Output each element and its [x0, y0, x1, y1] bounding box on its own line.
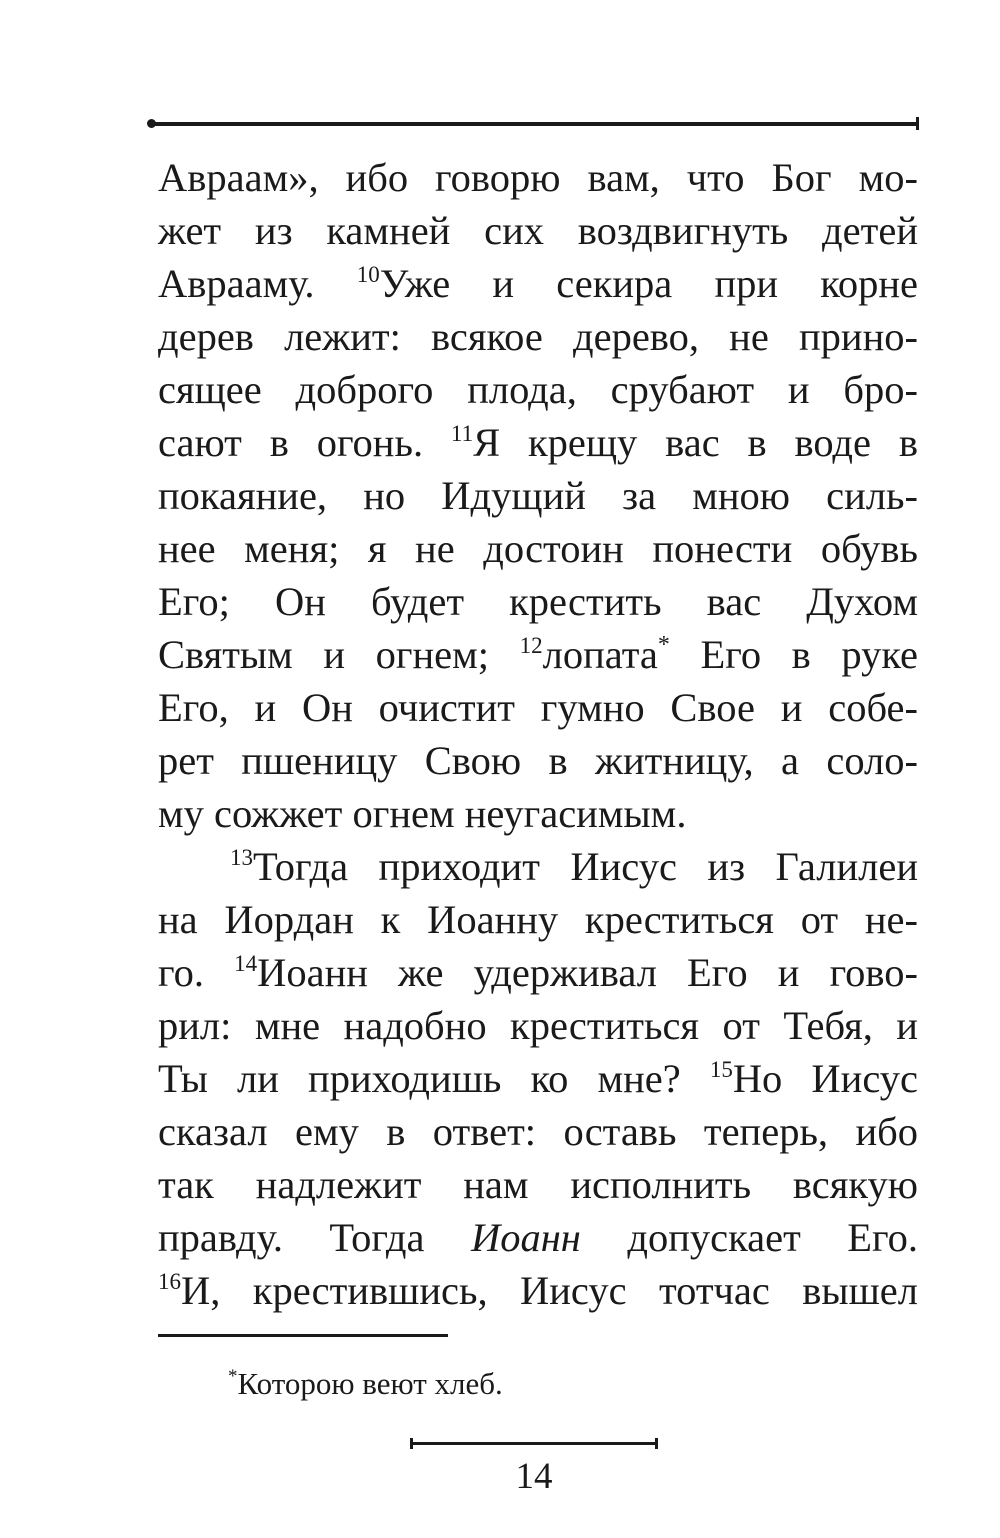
- text-line: Его, и Он очистит гумно Свое и собе-: [158, 685, 918, 730]
- line-text: Но Иисус: [732, 1056, 919, 1101]
- text-line: [158, 1264, 918, 1317]
- text-line: [158, 257, 918, 310]
- footnote-separator: [158, 1334, 448, 1337]
- scripture-text: [158, 151, 918, 1317]
- line-text: Святым и огнем;: [158, 632, 520, 677]
- text-line: рет пшеницу Свою в житницу, а соло-: [158, 738, 918, 783]
- page-number: 14: [515, 1456, 553, 1497]
- verse-number: 14: [234, 951, 258, 976]
- text-line: Его; Он будет крестить вас Духом: [158, 579, 918, 624]
- footnote-mark: *: [228, 1366, 238, 1387]
- text-line: [158, 1052, 918, 1105]
- text-line: му сожжет огнем неугасимым.: [158, 791, 687, 836]
- verse-number: 10: [356, 262, 380, 287]
- line-text: Тогда приходит Иисус из Галилеи: [253, 844, 918, 889]
- line-text: го.: [158, 950, 235, 995]
- footnote-reference-mark: *: [657, 632, 670, 658]
- line-text: допускает Его.: [580, 1215, 918, 1260]
- line-text: Иоанн же удерживал Его и гово-: [257, 950, 918, 995]
- line-text: Аврааму.: [158, 261, 357, 306]
- text-line: [158, 1211, 918, 1264]
- line-text: Я крещу вас в воде в: [473, 420, 918, 465]
- verse-number: 15: [709, 1057, 733, 1082]
- text-line: [158, 946, 918, 999]
- line-text: Уже и секира при корне: [379, 261, 918, 306]
- line-text: лопата: [542, 632, 658, 677]
- text-line: рил: мне надобно креститься от Тебя, и: [158, 1003, 918, 1048]
- text-line: так надлежит нам исполнить всякую: [158, 1162, 918, 1207]
- footnote-text: Которою веют хлеб.: [237, 1366, 503, 1401]
- verse-number: 16: [158, 1269, 181, 1294]
- line-text: сают в огонь.: [158, 420, 451, 465]
- verse-number: 13: [230, 845, 253, 870]
- text-line: нее меня; я не достоин понести обувь: [158, 526, 918, 571]
- text-line: на Иордан к Иоанну креститься от не-: [158, 897, 918, 942]
- line-text: Ты ли приходишь ко мне?: [158, 1056, 710, 1101]
- text-line: жет из камней сих воздвигнуть детей: [158, 208, 918, 253]
- text-line: Авраам», ибо говорю вам, что Бог мо-: [158, 155, 918, 200]
- text-line: сказал ему в ответ: оставь теперь, ибо: [158, 1109, 918, 1154]
- text-line: покаяние, но Идущий за мною силь-: [158, 473, 918, 518]
- verse-number: 12: [519, 633, 543, 658]
- verse-number: 11: [450, 421, 474, 446]
- italic-word: Иоанн: [470, 1215, 581, 1260]
- header-rule: [150, 122, 918, 126]
- text-line: [158, 628, 918, 681]
- footnote: [228, 1362, 503, 1406]
- text-line: сящее доброго плода, срубают и бро-: [158, 367, 918, 412]
- text-line: [158, 840, 918, 893]
- text-line: [158, 416, 918, 469]
- line-text: правду. Тогда: [158, 1215, 471, 1260]
- line-text: И, крестившись, Иисус тотчас вышел: [181, 1268, 918, 1313]
- text-line: дерев лежит: всякое дерево, не прино-: [158, 314, 918, 359]
- page-number-rule: [410, 1442, 658, 1445]
- line-text: Его в руке: [669, 632, 918, 677]
